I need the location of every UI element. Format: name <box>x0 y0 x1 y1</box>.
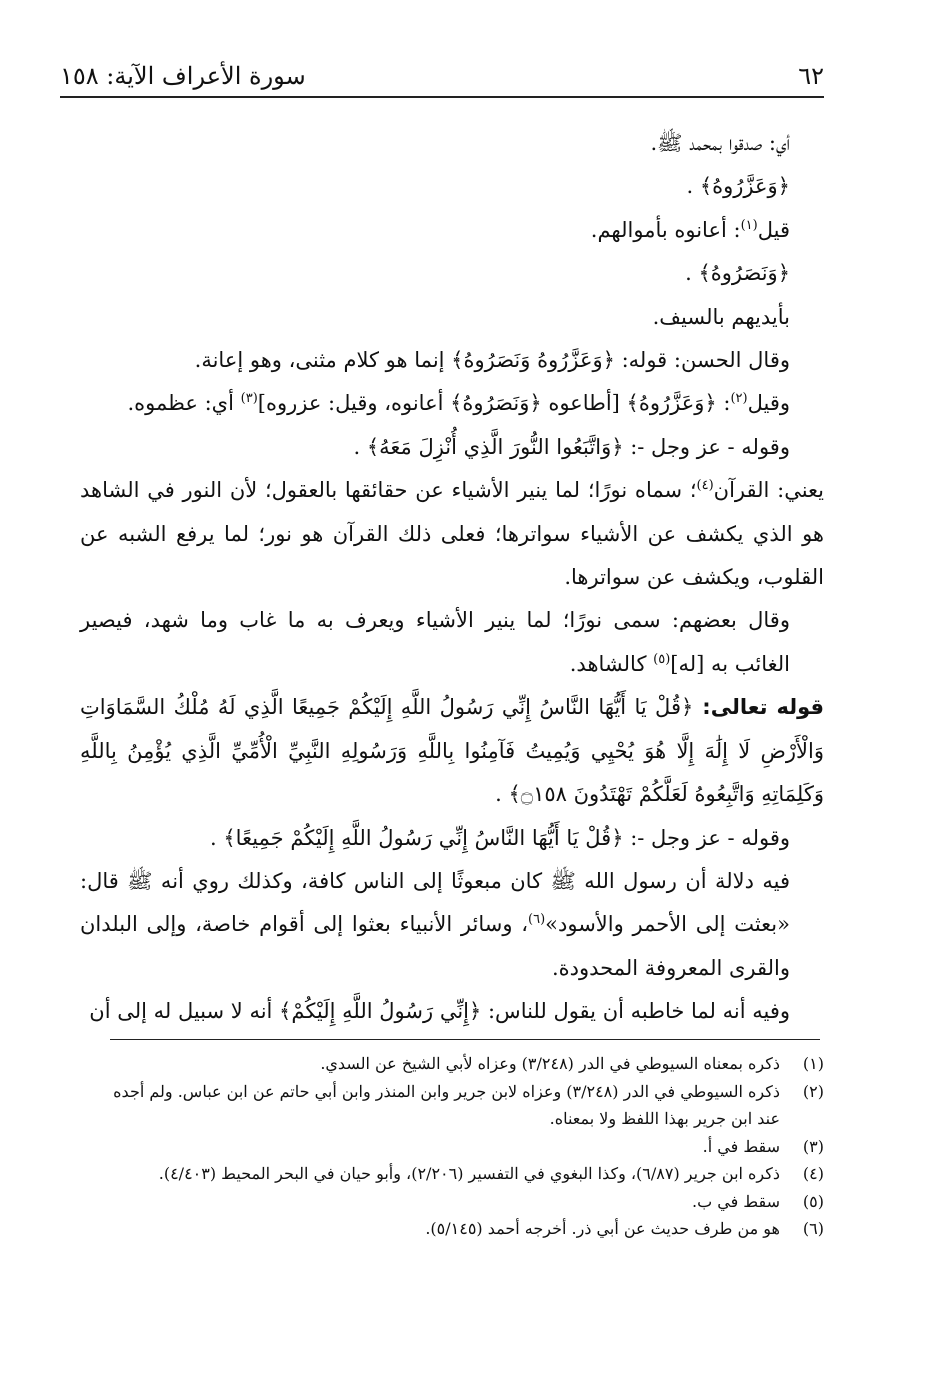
running-title: سورة الأعراف الآية: ١٥٨ <box>60 62 306 90</box>
footnote: (٤) ذكره ابن جرير (٦/٨٧)، وكذا البغوي في التفسير (٢/٢٠٦)، وأبو حيان في البحر المحيط (٤/٤٠٣). <box>158 1164 824 1183</box>
footnote-ref: (٥) <box>653 651 671 667</box>
verse-text: ﴿قُلْ يَا أَيُّهَا النَّاسُ إِنِّي رَسُولُ اللَّهِ إِلَيْكُمْ جَمِيعًا الَّذِي لَهُ مُلْكُ السَّمَاوَاتِ وَالْأَرْضِ لَا إِلَٰهَ إِلَّا هُوَ يُحْيِي وَيُمِيتُ فَآمِنُوا بِاللَّهِ وَرَسُولِهِ النَّبِيِّ الْأُمِّيِّ الَّذِي يُؤْمِنُ بِاللَّهِ وَكَلِمَاتِهِ وَاتَّبِعُوهُ لَعَلَّكُمْ تَهْتَدُونَ ۝١٥٨﴾ . <box>80 695 824 807</box>
footnote-separator <box>110 1039 820 1040</box>
footnotes <box>90 1050 824 1243</box>
page-number: ٦٢ <box>798 62 824 90</box>
footnote-ref: (٣) <box>240 391 258 407</box>
quran-quote: ﴿وَعَزَّرُوهُ﴾ . <box>686 174 790 199</box>
footnote: (٣) سقط في أ. <box>702 1136 824 1156</box>
verse-block <box>80 686 824 816</box>
quran-quote: ﴿وَنَصَرُوهُ﴾ . <box>685 261 790 286</box>
verse-lead: قوله تعالى: <box>693 695 824 720</box>
footnote-ref: (٢) <box>730 391 748 407</box>
paragraph: وفيه أنه لما خاطبه أن يقول للناس: ﴿إِنِّي رَسُولُ اللَّهِ إِلَيْكُمْ﴾ أنه لا سبيل له إلى أن <box>89 999 790 1024</box>
main-text <box>80 122 824 1034</box>
footnote: (٢) ذكره السيوطي في الدر (٣/٢٤٨) وعزاه لابن جرير وابن المنذر وابن أبي حاتم عن ابن عباس. ولم أجده عند ابن جرير بهذا اللفظ ولا بمعناه. <box>113 1081 824 1128</box>
text-line: قيل$^{(١)}$: أعانوه بأموالهم. <box>590 217 790 242</box>
text-line: بأيديهم بالسيف. <box>652 304 790 329</box>
footnote-ref: (٤) <box>696 478 714 494</box>
footnote: (٥) سقط في ب. <box>692 1191 824 1211</box>
paragraph: وقال بعضهم: سمى نورًا؛ لما ينير الأشياء ويعرف به ما غاب وما شهد، فيصير الغائب به [له]$^{(٥)}$ كالشاهد. <box>80 608 790 676</box>
text-line: وقوله - عز وجل -: ﴿قُلْ يَا أَيُّهَا النَّاسُ إِنِّي رَسُولُ اللَّهِ إِلَيْكُمْ جَمِيعًا﴾ . <box>210 825 790 850</box>
footnote: (١) ذكره بمعناه السيوطي في الدر (٣/٢٤٨) وعزاه لأبي الشيخ عن السدي. <box>320 1054 824 1073</box>
footnote-ref: (١) <box>740 217 758 233</box>
running-header <box>60 50 824 98</box>
footnote: (٦) هو من طرف حديث عن أبي ذر. أخرجه أحمد (٥/١٤٥). <box>425 1219 824 1238</box>
text-line: وقيل$^{(٢)}$: ﴿وَعَزَّرُوهُ﴾ [أطاعوه ﴿وَنَصَرُوهُ﴾ أعانوه، وقيل: عزروه]$^{(٣)}$ أي: عظموه. <box>127 391 790 416</box>
text-line: وقال الحسن: قوله: ﴿وَعَزَّرُوهُ وَنَصَرُوهُ﴾ إنما هو كلام مثنى، وهو إعانة. <box>194 348 790 373</box>
text-line: أي: صدقوا بمحمد ﷺ. <box>650 131 790 155</box>
footnote-ref: (٦) <box>528 912 546 928</box>
text-line: وقوله - عز وجل -: ﴿وَاتَّبَعُوا النُّورَ الَّذِي أُنْزِلَ مَعَهُ﴾ . <box>353 434 790 459</box>
paragraph: يعني: القرآن$^{(٤)}$؛ سماه نورًا؛ لما ينير الأشياء عن حقائقها بالعقول؛ لأن النور في الشاهد هو الذي يكشف عن الأشياء سواترها؛ فعلى ذلك القرآن هو نور؛ لما يرفع الشبه عن القلوب، ويكشف عن سواترها. <box>80 478 825 590</box>
paragraph: فيه دلالة أن رسول الله ﷺ كان مبعوثًا إلى الناس كافة، وكذلك روي أنه ﷺ قال: «بعثت إلى الأحمر والأسود»$^{(٦)}$، وسائر الأنبياء بعثوا إلى أقوام خاصة، وإلى البلدان والقرى المعروفة المحدودة. <box>80 868 790 980</box>
